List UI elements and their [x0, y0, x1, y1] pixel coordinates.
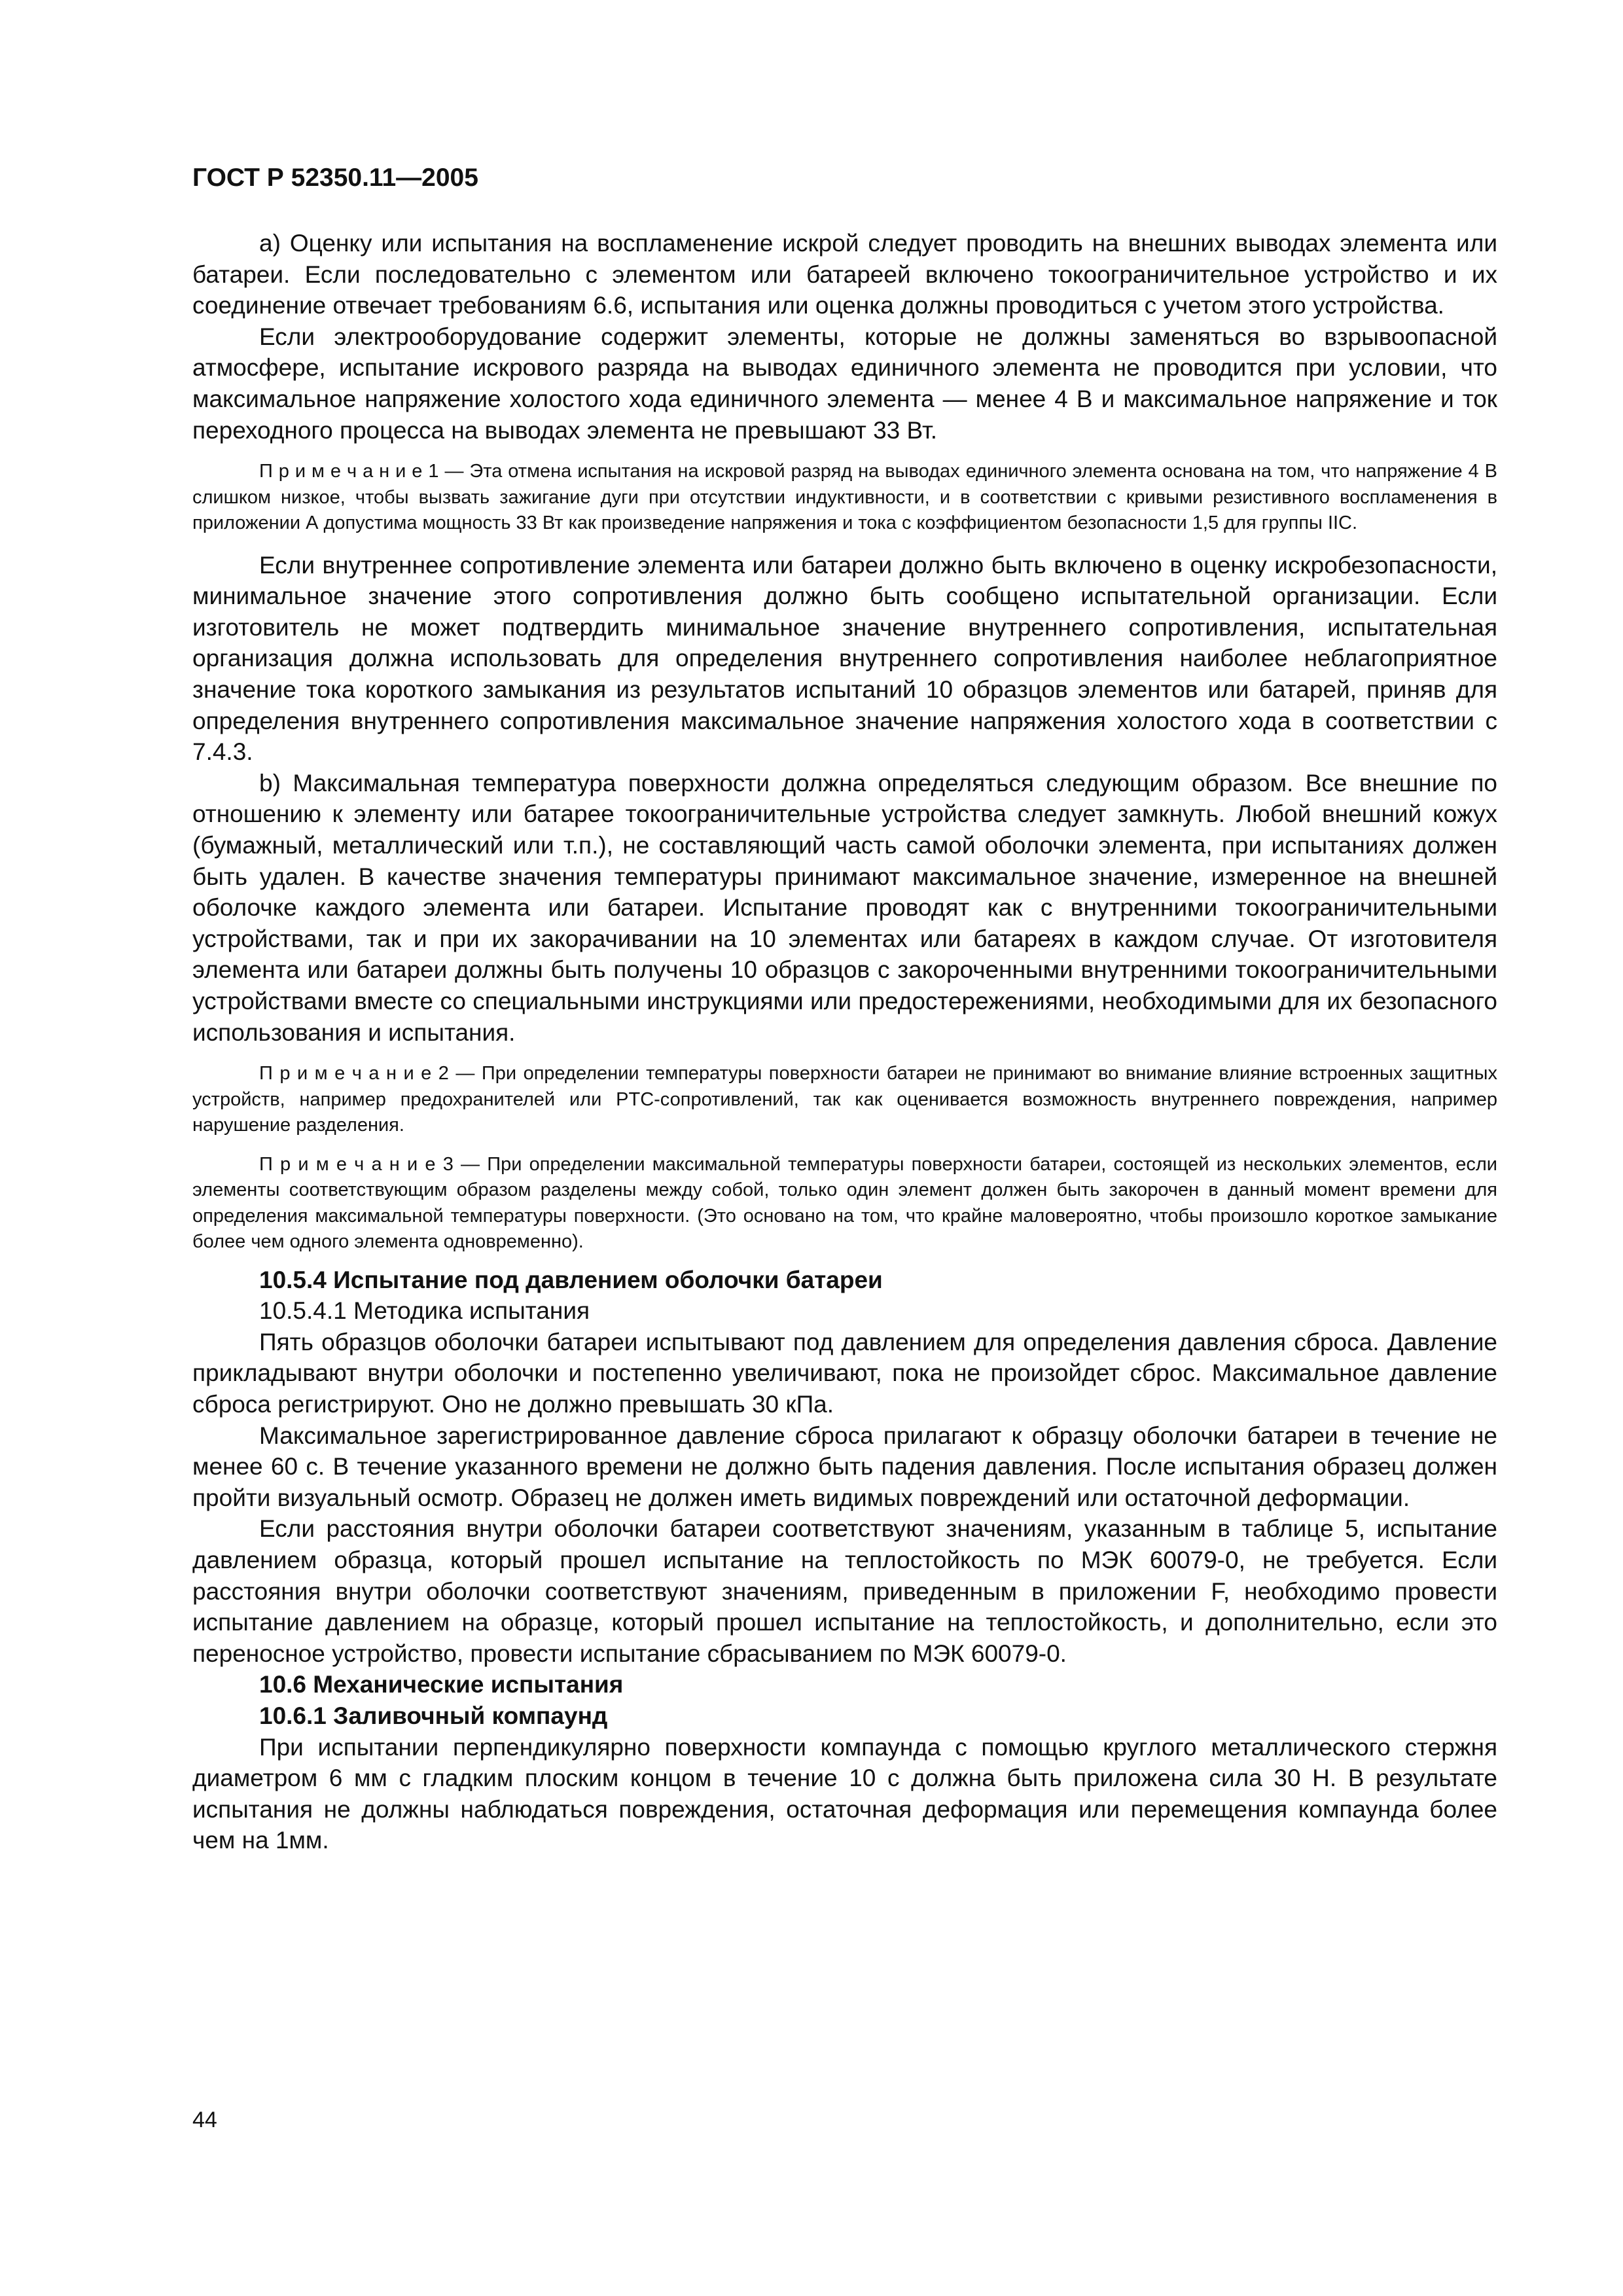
paragraph-internal-resistance: Если внутреннее сопротивление элемента или батареи должно быть включено в оценку искробезопасности, минимальное значение этого сопротивления должно быть сообщено испытательной организации. Если изготовитель не может подтвердить минимальное значение внутреннего сопротивления, испытательная организация должна использовать для определения внутреннего сопротивления наиболее неблагоприятное значение тока короткого замыкания из результатов испытаний 10 образцов элементов или батарей, приняв для определения внутреннего сопротивления максимальное значение напряжения холостого хода в соответствии с 7.4.3.	[192, 551, 1497, 766]
document-body	[192, 228, 1497, 1856]
note-1	[192, 459, 1497, 537]
section-heading-10-6-1: 10.6.1 Заливочный компаунд	[259, 1702, 608, 1729]
note-3	[192, 1152, 1497, 1255]
paragraph-compound-test: При испытании перпендикулярно поверхности компаунда с помощью круглого металлического стержня диаметром 6 мм с гладким плоским концом в течение 10 с должна быть приложена сила 30 Н. В результате испытания не должны наблюдаться повреждения, остаточная деформация или перемещения компаунда более чем на 1мм.	[192, 1733, 1497, 1854]
paragraph-five-samples: Пять образцов оболочки батареи испытывают под давлением для определения давления сброса. Давление прикладывают внутри оболочки и постепенно увеличивают, пока не произойдет сброс. Максимальное давление сброса регистрируют. Оно не должно превышать 30 кПа.	[192, 1328, 1497, 1418]
note-1-text: — Эта отмена испытания на искровой разряд на выводах единичного элемента основана на том, что напряжение 4 В слишком низкое, чтобы вызвать зажигание дуги при отсутствии индуктивности, и в соответствии с кривыми резистивного воспламенения в приложении А допустима мощность 33 Вт как произведение напряжения и тока с коэффициентом безопасности 1,5 для группы IIC.	[192, 461, 1497, 534]
paragraph-a: а) Оценку или испытания на воспламенение искрой следует проводить на внешних выводах элемента или батареи. Если последовательно с элементом или батареей включено токоограничительное устройство и их соединение отвечает требованиям 6.6, испытания или оценка должны проводиться с учетом этого устройства.	[192, 230, 1497, 319]
note-3-text: — При определении максимальной температуры поверхности батареи, состоящей из нескольких элементов, если элементы соответствующим образом разделены между собой, только один элемент должен быть закорочен в данный момент времени для определения максимальной температуры поверхности. (Это основано на том, что крайне маловероятно, чтобы произошло короткое замыкание более чем одного элемента одновременно).	[192, 1153, 1497, 1253]
section-heading-10-5-4: 10.5.4 Испытание под давлением оболочки батареи	[259, 1266, 883, 1293]
note-2-label: П р и м е ч а н и е 2	[259, 1063, 449, 1085]
paragraph-replaceable-cells: Если электрооборудование содержит элементы, которые не должны заменяться во взрывоопасной атмосфере, испытание искрового разряда на выводах единичного элемента не проводится при условии, что максимальное напряжение холостого хода единичного элемента — менее 4 В и максимальное напряжение и ток переходного процесса на выводах элемента не превышают 33 Вт.	[192, 323, 1497, 444]
section-heading-10-6: 10.6 Механические испытания	[259, 1671, 624, 1698]
note-1-label: П р и м е ч а н и е 1	[259, 461, 439, 482]
paragraph-max-pressure: Максимальное зарегистрированное давление сброса прилагают к образцу оболочки батареи в течение не менее 60 с. В течение указанного времени не должно быть падения давления. После испытания образец должен пройти визуальный осмотр. Образец не должен иметь видимых повреждений или остаточной деформации.	[192, 1422, 1497, 1511]
page-number: 44	[192, 2108, 217, 2132]
paragraph-b: b) Максимальная температура поверхности должна определяться следующим образом. Все внешние по отношению к элементу или батарее токоограничительные устройства следует замкнуть. Любой внешний кожух (бумажный, металлический или т.п.), не составляющий часть самой оболочки элемента, при испытаниях должен быть удален. В качестве значения температуры принимают максимальное значение, измеренное на внешней оболочке каждого элемента или батареи. Испытание проводят как с внутренними токоограничительными устройствами, так и при их закорачивании на 10 элементах или батареях в каждом случае. От изготовителя элемента или батареи должны быть получены 10 образцов с закороченными внутренними токоограничительными устройствами вместе со специальными инструкциями или предостережениями, необходимыми для их безопасного использования и испытания.	[192, 769, 1497, 1046]
note-2-text: — При определении температуры поверхности батареи не принимают во внимание влияние встроенных защитных устройств, например предохранителей или PTC-сопротивлений, так как оценивается возможность внутреннего повреждения, например нарушение разделения.	[192, 1063, 1497, 1136]
document-header: ГОСТ Р 52350.11—2005	[192, 164, 478, 192]
subsection-heading-10-5-4-1: 10.5.4.1 Методика испытания	[259, 1297, 590, 1325]
paragraph-distances: Если расстояния внутри оболочки батареи соответствуют значениям, указанным в таблице 5, испытание давлением образца, который прошел испытание на теплостойкость по МЭК 60079-0, не требуется. Если расстояния внутри оболочки соответствуют значениям, приведенным в приложении F, необходимо провести испытание давлением на образце, который прошел испытание на теплостойкость, и дополнительно, если это переносное устройство, провести испытание сбрасыванием по МЭК 60079-0.	[192, 1515, 1497, 1667]
note-3-label: П р и м е ч а н и е 3	[259, 1153, 454, 1175]
note-2	[192, 1061, 1497, 1139]
